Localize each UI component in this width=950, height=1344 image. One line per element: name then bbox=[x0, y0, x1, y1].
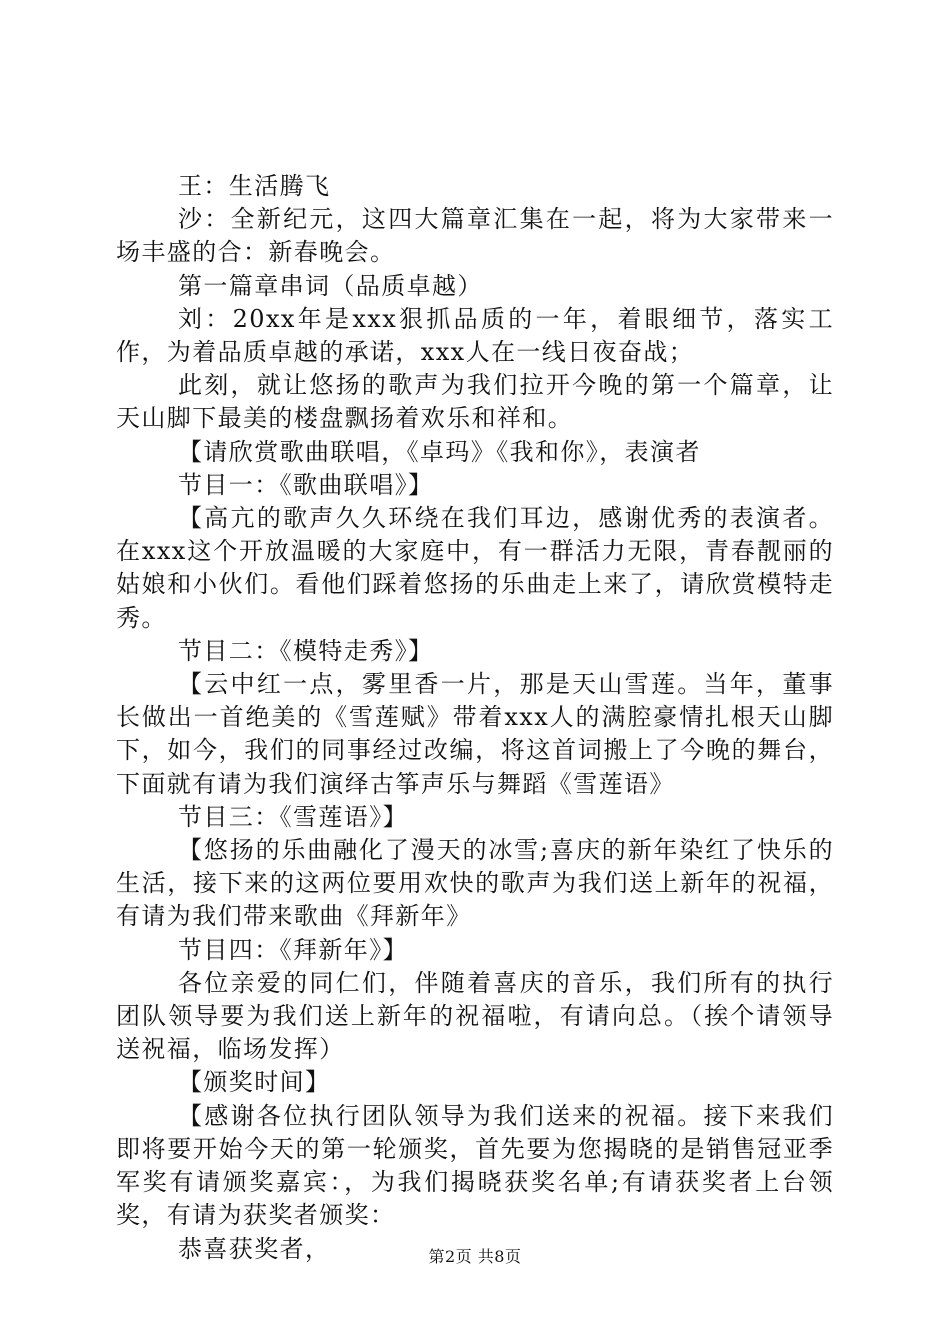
paragraph: 王：生活腾飞 bbox=[178, 172, 331, 200]
paragraph: 节目三：《雪莲语》】 bbox=[178, 802, 408, 831]
paragraph: 刘：20xx年是xxx狠抓品质的一年，着眼细节，落实工作，为着品质卓越的承诺，xxx人在一线日夜奋战； bbox=[116, 304, 834, 367]
paragraph: 【颁奖时间】 bbox=[178, 1068, 331, 1097]
paragraph: 第一篇章串词（品质卓越） bbox=[178, 271, 483, 300]
document-body bbox=[116, 170, 834, 1266]
paragraph: 【悠扬的乐曲融化了漫天的冰雪;喜庆的新年染红了快乐的生活，接下来的这两位要用欢快的歌声为我们送上新年的祝福，有请为我们带来歌曲《拜新年》 bbox=[116, 836, 834, 931]
paragraph: 【云中红一点，雾里香一片，那是天山雪莲。当年，董事长做出一首绝美的《雪莲赋》带着xxx人的满腔豪情扎根天山脚下，如今，我们的同事经过改编，将这首词搬上了今晚的舞台，下面就有请为我们演绎古筝声乐与舞蹈《雪莲语》 bbox=[116, 670, 834, 798]
paragraph: 各位亲爱的同仁们，伴随着喜庆的音乐，我们所有的执行团队领导要为我们送上新年的祝福啦，有请向总。（挨个请领导送祝福，临场发挥） bbox=[116, 968, 834, 1064]
paragraph: 【高亢的歌声久久环绕在我们耳边，感谢优秀的表演者。在xxx这个开放温暖的大家庭中，有一群活力无限，青春靓丽的姑娘和小伙们。看他们踩着悠扬的乐曲走上来了，请欣赏模特走秀。 bbox=[116, 504, 834, 632]
paragraph: 沙：全新纪元，这四大篇章汇集在一起，将为大家带来一场丰盛的合：新春晚会。 bbox=[116, 205, 834, 267]
paragraph: 【请欣赏歌曲联唱，《卓玛》《我和你》，表演者 bbox=[178, 437, 701, 466]
paragraph: 此刻，就让悠扬的歌声为我们拉开今晚的第一个篇章，让天山脚下最美的楼盘飘扬着欢乐和祥和。 bbox=[116, 371, 834, 433]
paragraph: 节目四：《拜新年》】 bbox=[178, 935, 408, 964]
paragraph: 节目二：《模特走秀》】 bbox=[178, 636, 434, 665]
paragraph: 恭喜获奖者， bbox=[178, 1234, 331, 1263]
paragraph: 【感谢各位执行团队领导为我们送来的祝福。接下来我们即将要开始今天的第一轮颁奖，首先要为您揭晓的是销售冠亚季军奖有请颁奖嘉宾：，为我们揭晓获奖名单;有请获奖者上台领奖，有请为获奖者颁奖： bbox=[116, 1101, 834, 1230]
page-number-footer: 第2页 共8页 bbox=[428, 1247, 522, 1266]
paragraph: 节目一：《歌曲联唱》】 bbox=[178, 470, 434, 499]
